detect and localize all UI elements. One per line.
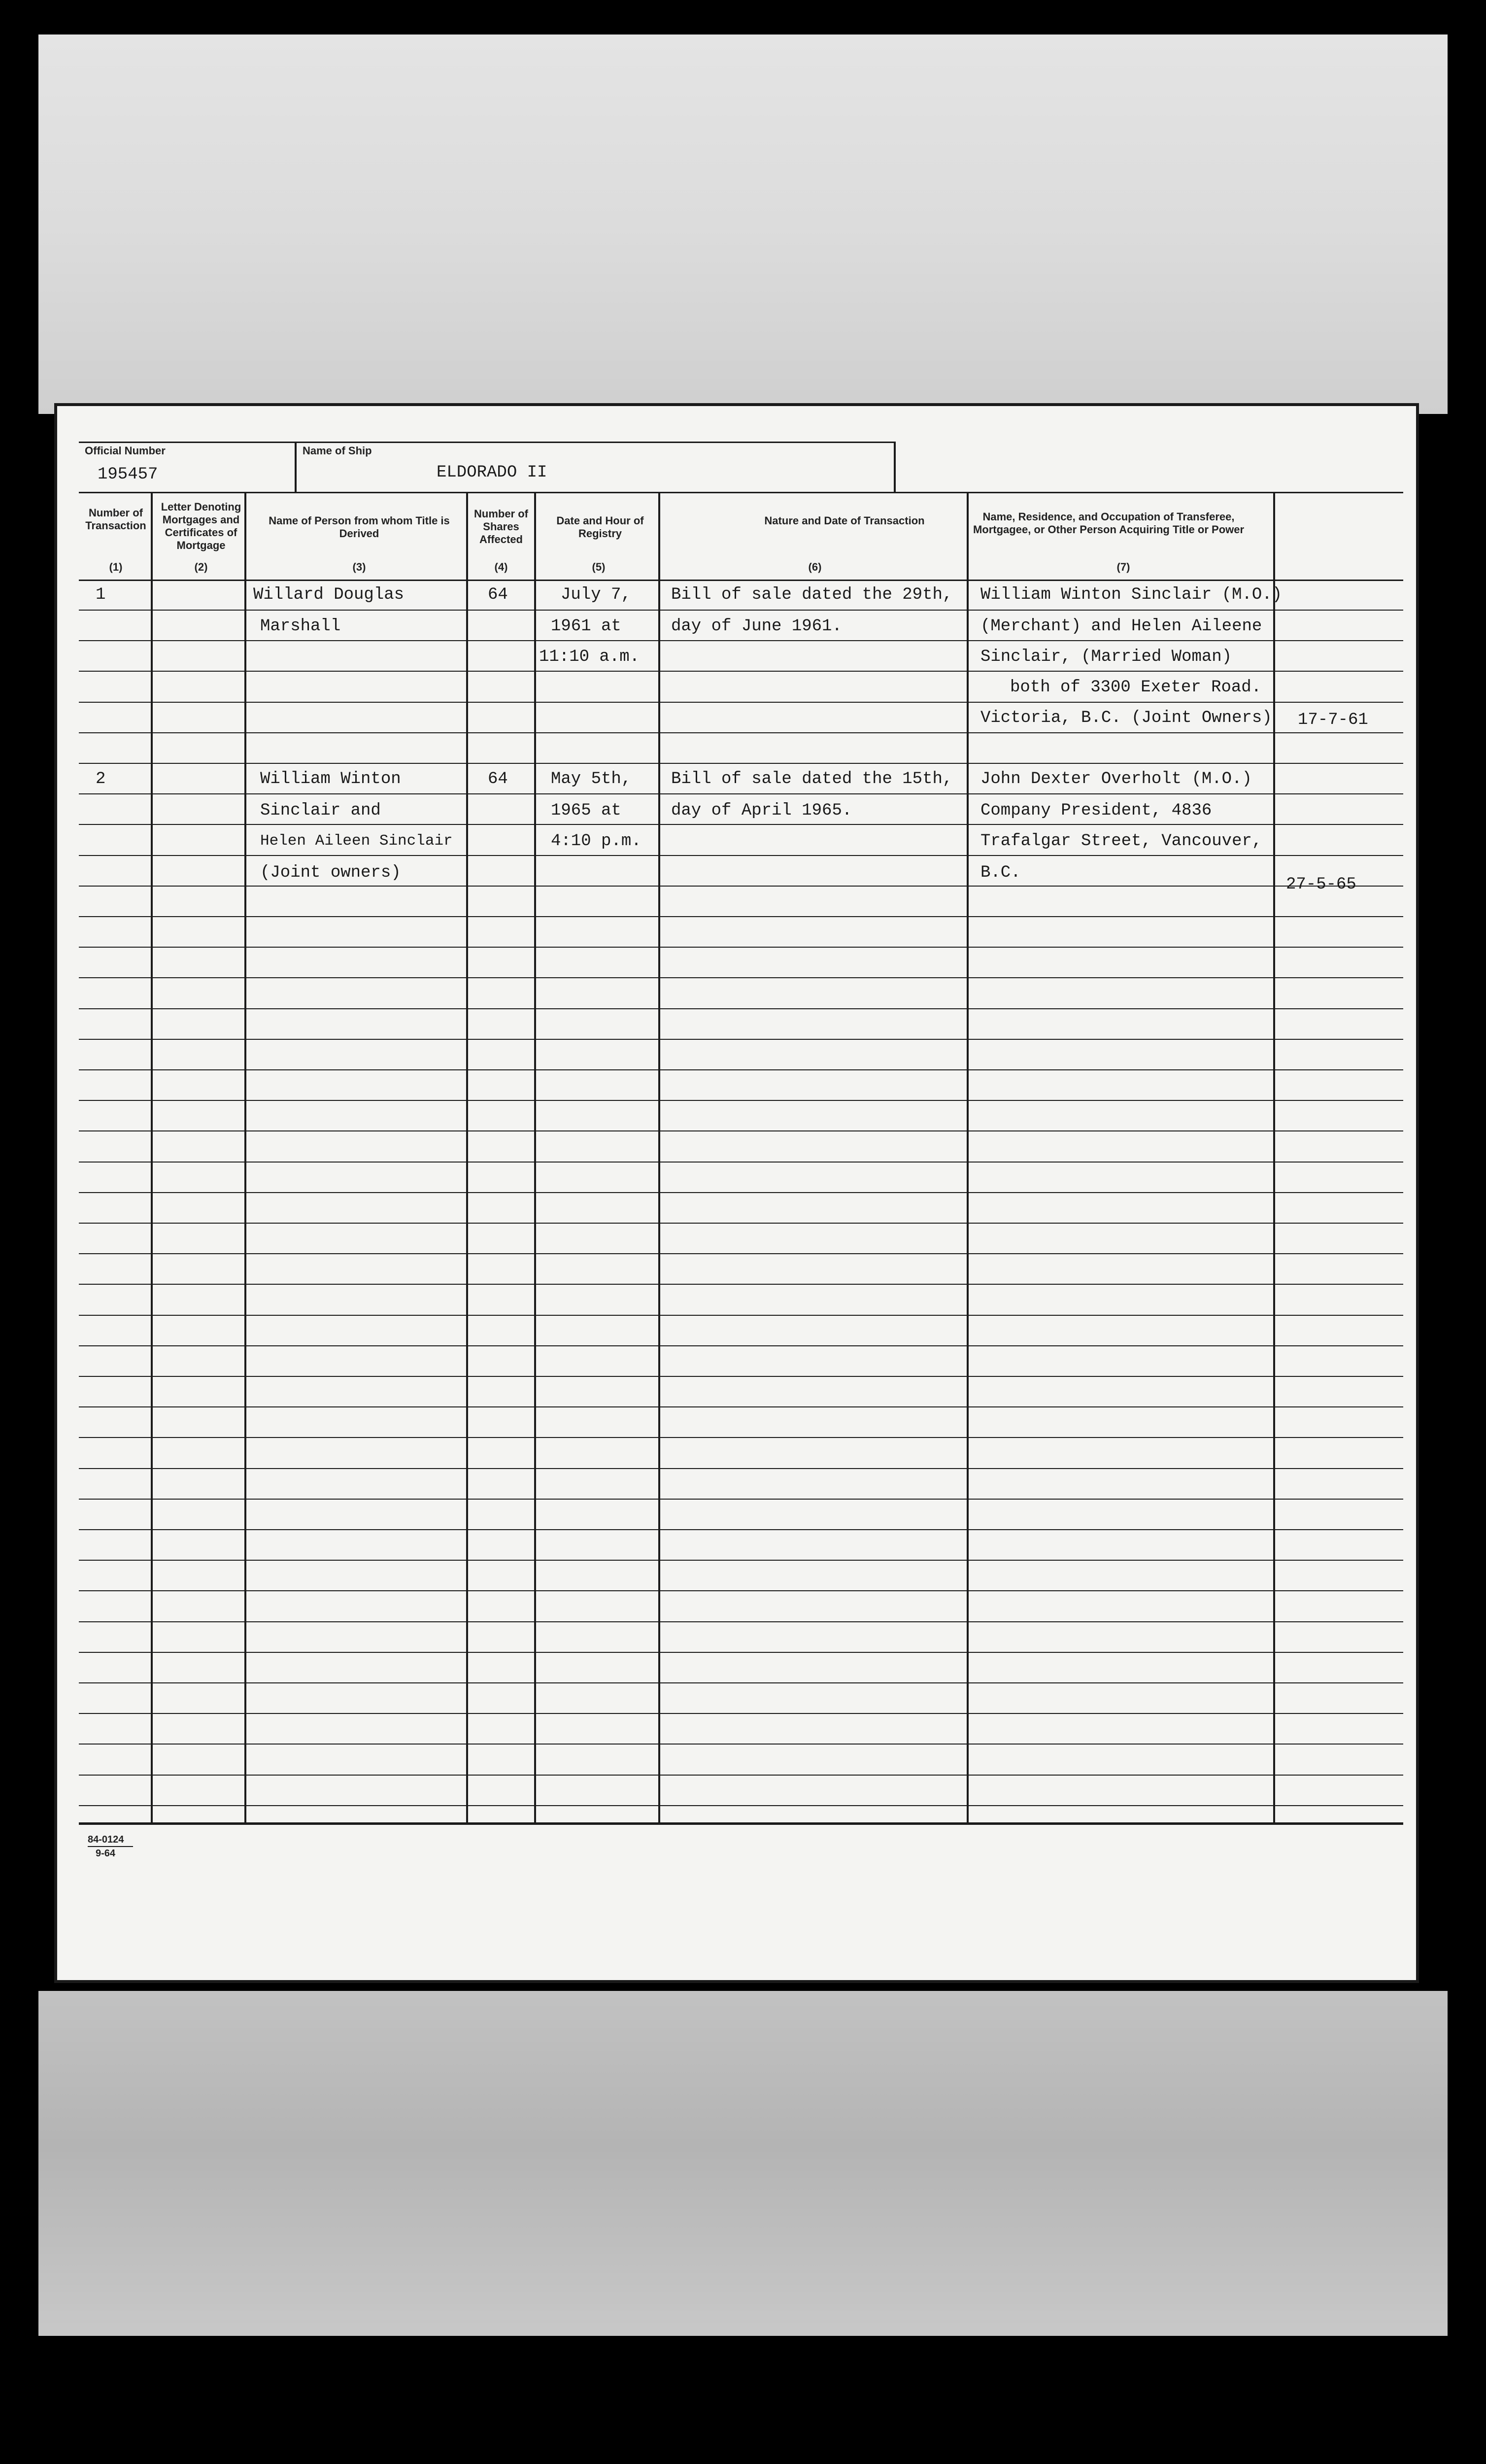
ruled-line xyxy=(79,1069,1403,1070)
entry-1-transferee-line-2: (Merchant) and Helen Aileene xyxy=(980,617,1262,636)
ruled-line xyxy=(79,1652,1403,1653)
ruled-line xyxy=(79,1682,1403,1683)
ruled-line xyxy=(79,1192,1403,1193)
entry-2-nature-line-1: Bill of sale dated the 15th, xyxy=(671,770,953,788)
ruled-line xyxy=(79,1315,1403,1316)
ruled-line xyxy=(79,671,1403,672)
col-divider xyxy=(466,492,468,1823)
header-top-rule xyxy=(79,442,896,443)
ruled-line xyxy=(79,855,1403,856)
ruled-line xyxy=(79,1345,1403,1346)
col-divider xyxy=(658,492,660,1823)
form-number: 84-0124 xyxy=(88,1834,124,1845)
col-4-header: Number of Shares Affected xyxy=(474,508,528,546)
header-divider xyxy=(295,442,297,492)
entry-2-nature-line-2: day of April 1965. xyxy=(671,801,852,820)
film-backdrop-bottom xyxy=(38,1991,1448,2336)
entry-2-date-line-3: 4:10 p.m. xyxy=(551,832,642,851)
ship-name: ELDORADO II xyxy=(437,463,547,482)
ruled-line xyxy=(79,1039,1403,1040)
ruled-line xyxy=(79,886,1403,887)
ruled-line xyxy=(79,1560,1403,1561)
entry-1-shares: 64 xyxy=(488,585,508,604)
col-6-header: Nature and Date of Transaction xyxy=(764,514,925,527)
col-divider xyxy=(1273,492,1275,1823)
col-4-number: (4) xyxy=(494,561,508,573)
entry-1-from-line-1: Willard Douglas xyxy=(253,585,405,604)
ruled-line xyxy=(79,1284,1403,1285)
official-number-label: Official Number xyxy=(85,445,166,457)
form-date: 9-64 xyxy=(96,1848,116,1859)
ruled-line xyxy=(79,763,1403,764)
table-bottom-rule xyxy=(79,1822,1403,1825)
ruled-line xyxy=(79,1100,1403,1101)
ruled-line xyxy=(79,947,1403,948)
col-3-header: Name of Person from whom Title is Derived xyxy=(269,514,450,540)
ruled-line xyxy=(79,1529,1403,1530)
official-number: 195457 xyxy=(98,465,158,484)
film-backdrop-top xyxy=(38,34,1448,414)
entry-1-recorded-date: 17-7-61 xyxy=(1298,711,1368,729)
entry-2-number: 2 xyxy=(96,770,106,788)
col-6-number: (6) xyxy=(808,561,822,573)
ruled-line xyxy=(79,793,1403,794)
header-right-edge xyxy=(894,442,896,492)
ruled-line xyxy=(79,1744,1403,1745)
entry-2-date-line-1: May 5th, xyxy=(551,770,632,788)
ruled-line xyxy=(79,1376,1403,1377)
col-1-number: (1) xyxy=(109,561,123,573)
col-5-header: Date and Hour of Registry xyxy=(556,514,644,540)
col-7-number: (7) xyxy=(1116,561,1130,573)
entry-2-from-line-1: William Winton xyxy=(260,770,401,788)
entry-1-date-line-3: 11:10 a.m. xyxy=(539,648,640,666)
ruled-line xyxy=(79,1713,1403,1714)
ruled-line xyxy=(79,1162,1403,1163)
ruled-line xyxy=(79,916,1403,917)
col-divider xyxy=(534,492,536,1823)
entry-2-from-line-4: (Joint owners) xyxy=(260,863,401,882)
entry-2-transferee-line-3: Trafalgar Street, Vancouver, xyxy=(980,832,1262,851)
ruled-line xyxy=(79,1253,1403,1254)
entry-2-date-line-2: 1965 at xyxy=(551,801,621,820)
ruled-line xyxy=(79,610,1403,611)
entry-2-from-line-3: Helen Aileen Sinclair xyxy=(260,832,453,850)
col-divider xyxy=(151,492,153,1823)
ruled-line xyxy=(79,1437,1403,1438)
table-top-rule xyxy=(79,492,1403,493)
ruled-line xyxy=(79,732,1403,733)
ruled-line xyxy=(79,1008,1403,1009)
col-2-number: (2) xyxy=(194,561,208,573)
col-divider xyxy=(244,492,246,1823)
ruled-line xyxy=(79,702,1403,703)
entry-2-transferee-line-1: John Dexter Overholt (M.O.) xyxy=(980,770,1252,788)
entry-2-shares: 64 xyxy=(488,770,508,788)
entry-1-from-line-2: Marshall xyxy=(260,617,341,636)
entry-1-nature-line-2: day of June 1961. xyxy=(671,617,842,636)
entry-1-date-line-1: July 7, xyxy=(561,585,631,604)
register-sheet xyxy=(54,403,1419,1983)
ruled-line xyxy=(79,1805,1403,1806)
col-5-number: (5) xyxy=(592,561,606,573)
col-divider xyxy=(967,492,969,1823)
entry-2-transferee-line-4: B.C. xyxy=(980,863,1021,882)
entry-1-transferee-line-1: William Winton Sinclair (M.O.) xyxy=(980,585,1283,604)
col-2-header: Letter Denoting Mortgages and Certificates of Mortgage xyxy=(161,501,241,551)
table-header-rule xyxy=(79,580,1403,581)
col-1-header: Number of Transaction xyxy=(85,507,146,532)
entry-2-from-line-2: Sinclair and xyxy=(260,801,381,820)
col-3-number: (3) xyxy=(352,561,366,573)
ruled-line xyxy=(79,1130,1403,1131)
ruled-line xyxy=(79,1406,1403,1407)
ruled-line xyxy=(79,1590,1403,1591)
ruled-line xyxy=(79,824,1403,825)
entry-1-transferee-line-5: Victoria, B.C. (Joint Owners) xyxy=(980,709,1272,727)
ruled-line xyxy=(79,1499,1403,1500)
ruled-line xyxy=(79,640,1403,641)
entry-1-nature-line-1: Bill of sale dated the 29th, xyxy=(671,585,953,604)
ruled-line xyxy=(79,1468,1403,1469)
entry-1-number: 1 xyxy=(96,585,106,604)
entry-2-recorded-date: 27-5-65 xyxy=(1286,875,1356,894)
ruled-line xyxy=(79,1223,1403,1224)
col-7-header: Name, Residence, and Occupation of Transferee, Mortgagee, or Other Person Acquiring Title or Power xyxy=(973,511,1245,536)
ruled-line xyxy=(79,977,1403,978)
ship-name-label: Name of Ship xyxy=(303,445,372,457)
entry-1-date-line-2: 1961 at xyxy=(551,617,621,636)
entry-2-transferee-line-2: Company President, 4836 xyxy=(980,801,1212,820)
ruled-line xyxy=(79,1775,1403,1776)
entry-1-transferee-line-4: both of 3300 Exeter Road. xyxy=(1010,678,1262,697)
entry-1-transferee-line-3: Sinclair, (Married Woman) xyxy=(980,648,1232,666)
ruled-line xyxy=(79,1621,1403,1622)
